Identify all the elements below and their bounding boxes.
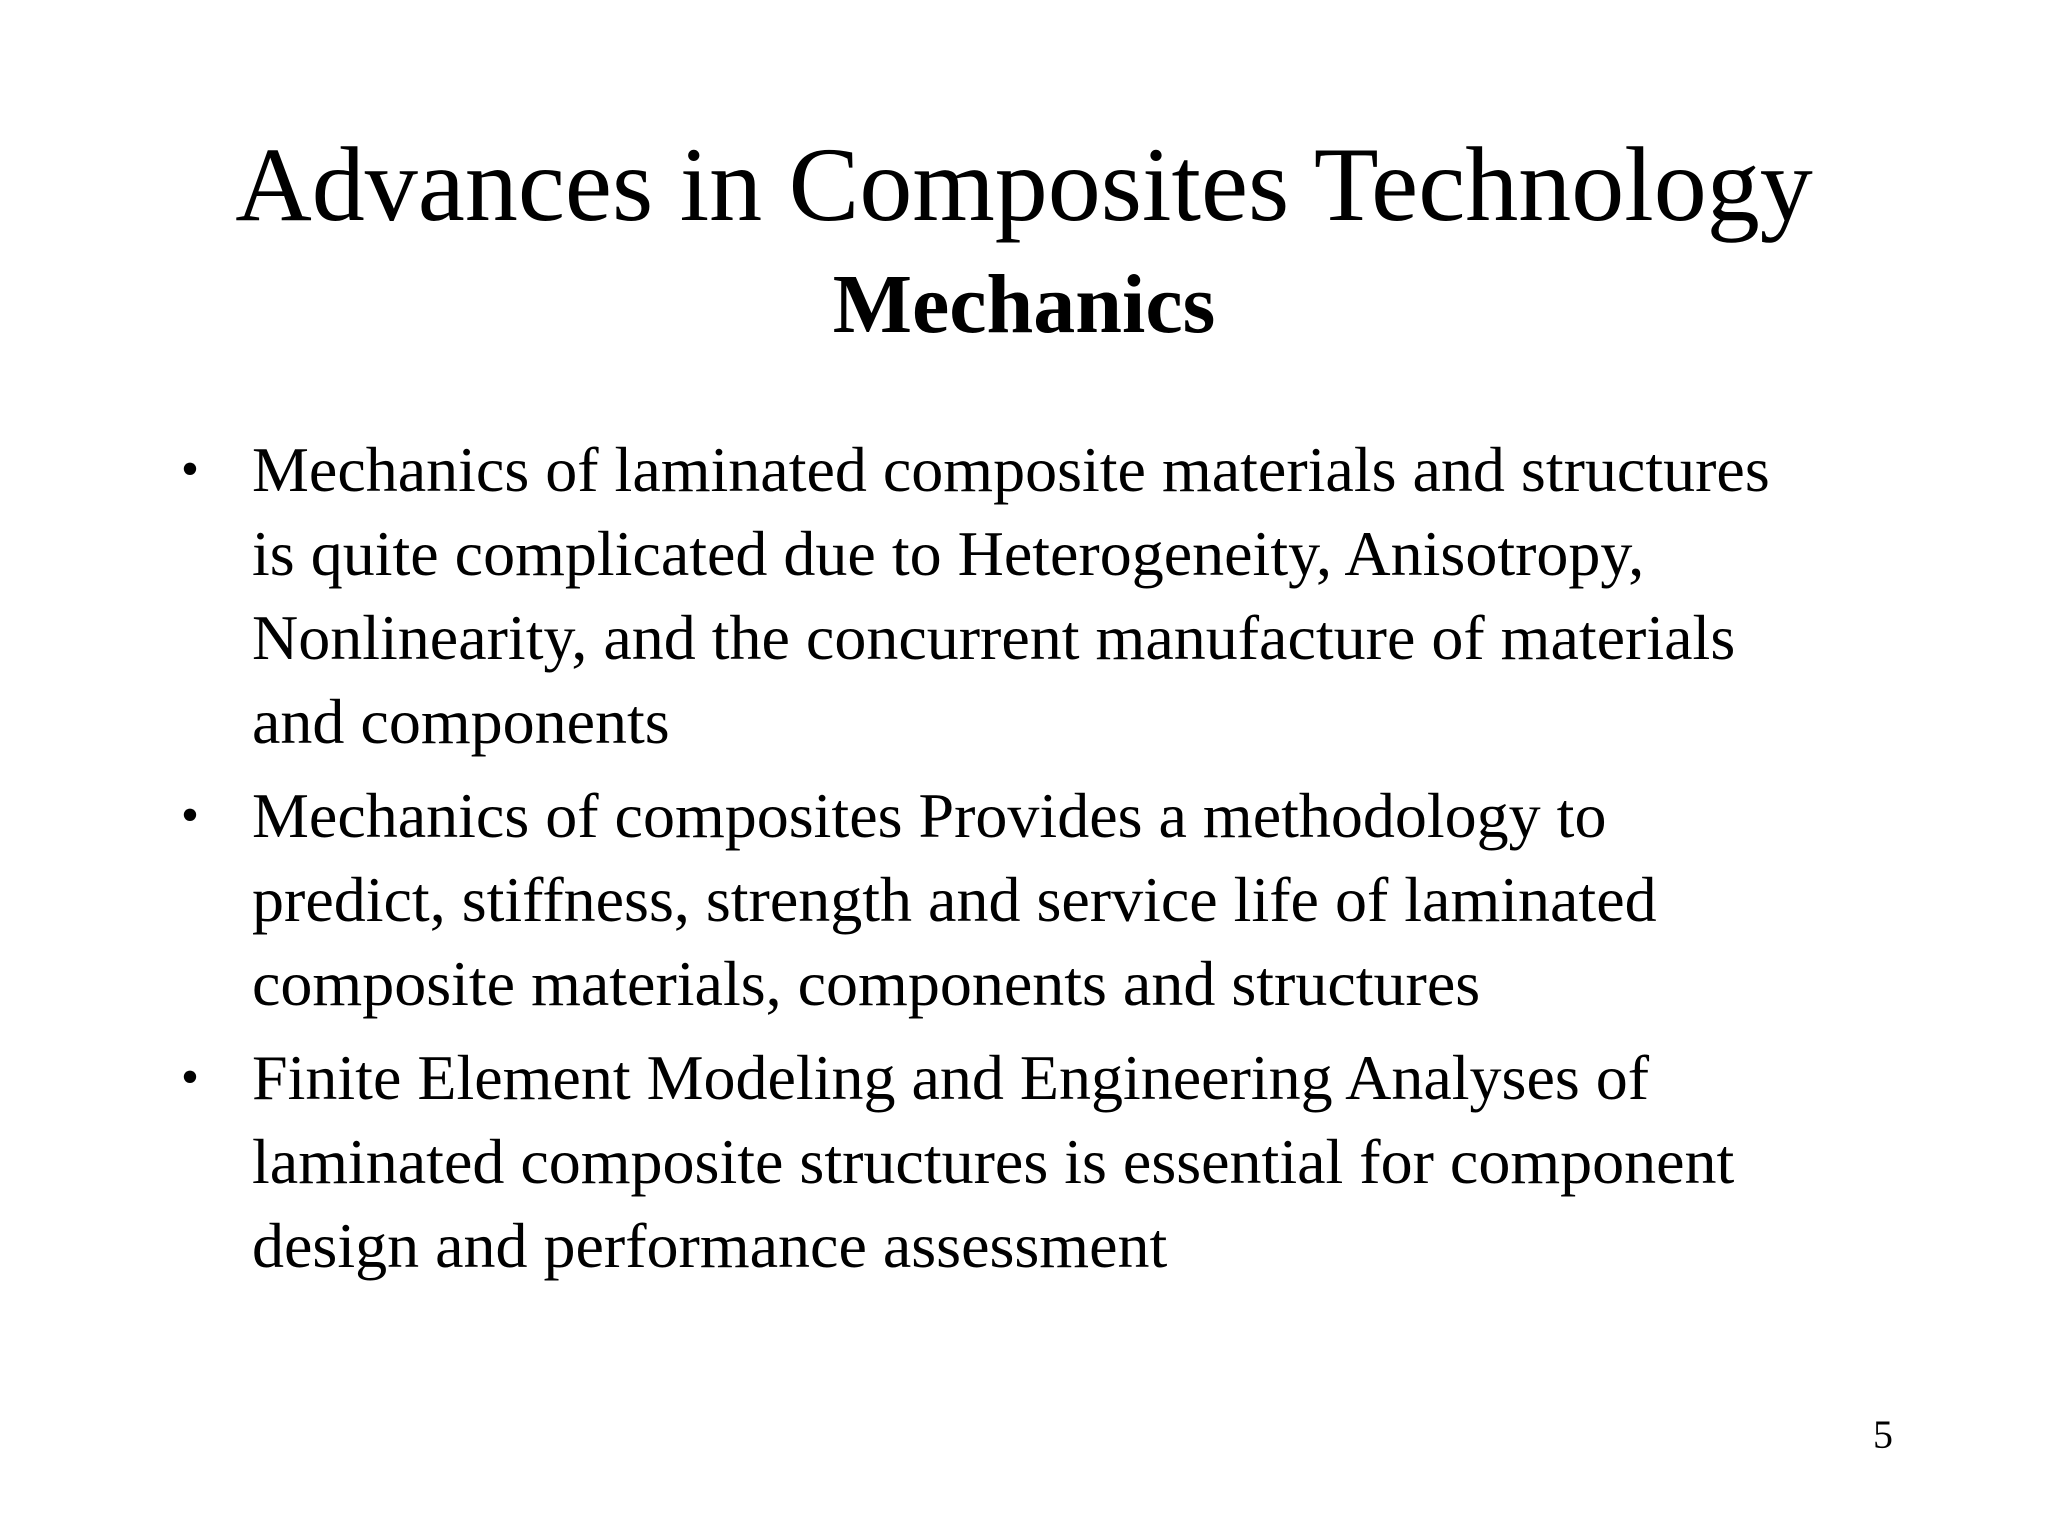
bullet-line: laminated composite structures is essential for component <box>252 1126 1735 1197</box>
bullet-item <box>170 1036 1910 1288</box>
bullet-line: is quite complicated due to Heterogeneity, Anisotropy, <box>252 518 1645 589</box>
page-number: 5 <box>1873 1412 1893 1457</box>
slide-title: Advances in Composites Technology <box>235 126 1813 243</box>
bullet-marker: • <box>180 441 200 498</box>
bullet-list <box>170 428 1910 1298</box>
bullet-item <box>170 774 1910 1026</box>
bullet-line: design and performance assessment <box>252 1210 1168 1281</box>
slide-subtitle: Mechanics <box>832 258 1216 351</box>
bullet-line: predict, stiffness, strength and service life of laminated <box>252 864 1657 935</box>
bullet-line: Mechanics of composites Provides a methodology to <box>252 780 1607 851</box>
bullet-item <box>170 428 1910 764</box>
bullet-line: Mechanics of laminated composite materials and structures <box>252 434 1770 505</box>
bullet-line: Finite Element Modeling and Engineering Analyses of <box>252 1042 1650 1113</box>
bullet-marker: • <box>180 1049 200 1106</box>
bullet-marker: • <box>180 787 200 844</box>
bullet-line: composite materials, components and structures <box>252 948 1481 1019</box>
bullet-line: and components <box>252 686 670 757</box>
bullet-line: Nonlinearity, and the concurrent manufacture of materials <box>252 602 1736 673</box>
